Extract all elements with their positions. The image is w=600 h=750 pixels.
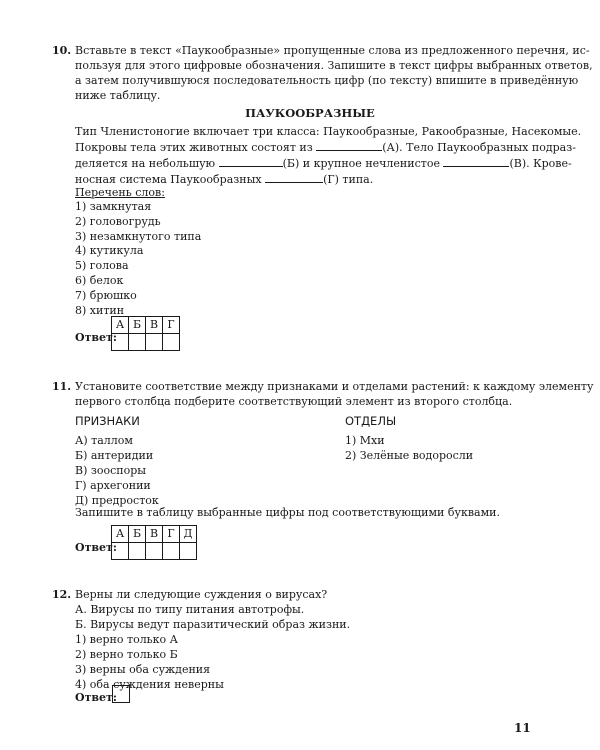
q11-table-instruction: Запишите в таблицу выбранные цифры под соответствующими буквами. <box>75 506 500 519</box>
q10-word-list <box>75 200 201 318</box>
q10-instruction-line: пользуя для этого цифровые обозначения. Запишите в текст цифры выбранных ответов, <box>75 59 593 72</box>
q10-instruction-line: Вставьте в текст «Паукообразные» пропущенные слова из предложенного перечня, ис- <box>75 44 590 57</box>
q11-answer-label: Ответ: <box>75 541 117 554</box>
q10-instruction-line: а затем получившуюся последовательность цифр (по тексту) впишите в приведённую <box>75 74 579 87</box>
list-item: Г) архегонии <box>75 479 151 492</box>
list-item: 2) Зелёные водоросли <box>345 449 474 462</box>
q12-option: 1) верно только А <box>75 633 178 646</box>
q12-body <box>75 587 350 692</box>
q11-col1-title: ПРИЗНАКИ <box>75 414 140 428</box>
q10-text <box>75 124 581 187</box>
q10-text-line: деляется на небольшую (Б) и крупное нечленистое (В). Крове- <box>75 157 572 170</box>
gap-a[interactable] <box>316 139 382 151</box>
answer-header: Г <box>163 317 180 334</box>
list-item: Б) антеридии <box>75 449 154 462</box>
page-number: 11 <box>514 721 531 735</box>
answer-header: В <box>146 526 163 543</box>
answer-header: А <box>112 526 129 543</box>
q12-answer-label: Ответ: <box>75 691 117 704</box>
answer-header: В <box>146 317 163 334</box>
answer-cell[interactable] <box>163 543 180 560</box>
q12-option: 3) верны оба суждения <box>75 663 211 676</box>
q12-statement: Б. Вирусы ведут паразитический образ жизни. <box>75 618 351 631</box>
q11-col1-list <box>75 433 159 508</box>
answer-header: Г <box>163 526 180 543</box>
list-item: 3) незамкнутого типа <box>75 229 202 243</box>
q10-text-line: Тип Членистоногие включает три класса: Паукообразные, Ракообразные, Насекомые. <box>75 125 582 138</box>
gap-d[interactable] <box>265 171 323 183</box>
list-item: Д) предросток <box>75 494 159 507</box>
q10-title: ПАУКООБРАЗНЫЕ <box>245 106 375 120</box>
answer-header: Б <box>129 317 146 334</box>
list-item: 6) белок <box>75 273 124 287</box>
list-item: В) зооспоры <box>75 464 147 477</box>
q11-instruction <box>75 379 593 409</box>
q12-option: 4) оба суждения неверны <box>75 678 224 691</box>
answer-cell[interactable] <box>129 543 146 560</box>
q10-answer-label: Ответ: <box>75 331 117 344</box>
list-item: 2) головогрудь <box>75 214 161 228</box>
answer-cell[interactable] <box>163 334 180 351</box>
q11-col2-title: ОТДЕЛЫ <box>345 414 397 428</box>
answer-cell[interactable] <box>112 543 129 560</box>
q12-answer-box[interactable] <box>112 685 130 703</box>
answer-header: Д <box>180 526 197 543</box>
list-item: 8) хитин <box>75 303 125 317</box>
q11-number: 11. <box>52 380 72 393</box>
gap-c[interactable] <box>443 155 509 167</box>
list-item: 5) голова <box>75 259 129 273</box>
q10-instruction-line: ниже таблицу. <box>75 89 161 102</box>
gap-b[interactable] <box>219 155 283 167</box>
q12-option: 2) верно только Б <box>75 648 178 661</box>
answer-header: Б <box>129 526 146 543</box>
q12-number: 12. <box>52 588 72 601</box>
q11-col2-list <box>345 433 473 463</box>
answer-header: А <box>112 317 129 334</box>
list-item: 1) замкнутая <box>75 200 152 213</box>
q11-instruction-line: первого столбца подберите соответствующий элемент из второго столбца. <box>75 395 513 408</box>
q10-number: 10. <box>52 44 72 57</box>
q11-instruction-line: Установите соответствие между признаками и отделами растений: к каждому элементу <box>75 380 594 393</box>
q12-question: Верны ли следующие суждения о вирусах? <box>75 588 328 601</box>
answer-cell[interactable] <box>146 334 163 351</box>
q10-text-line: носная система Паукообразных (Г) типа. <box>75 173 374 186</box>
answer-cell[interactable] <box>112 334 129 351</box>
q11-answer-table <box>111 525 197 560</box>
list-item: А) таллом <box>75 434 133 447</box>
answer-cell[interactable] <box>146 543 163 560</box>
q12-statement: А. Вирусы по типу питания автотрофы. <box>75 603 305 616</box>
answer-cell[interactable] <box>180 543 197 560</box>
q10-text-line: Покровы тела этих животных состоят из (А). Тело Паукообразных подраз- <box>75 141 576 154</box>
q10-answer-table <box>111 316 180 351</box>
list-item: 4) кутикула <box>75 244 144 258</box>
list-item: 7) брюшко <box>75 288 137 302</box>
q10-list-title: Перечень слов: <box>75 186 165 199</box>
list-item: 1) Мхи <box>345 434 385 447</box>
answer-cell[interactable] <box>129 334 146 351</box>
q10-instruction <box>75 43 593 103</box>
